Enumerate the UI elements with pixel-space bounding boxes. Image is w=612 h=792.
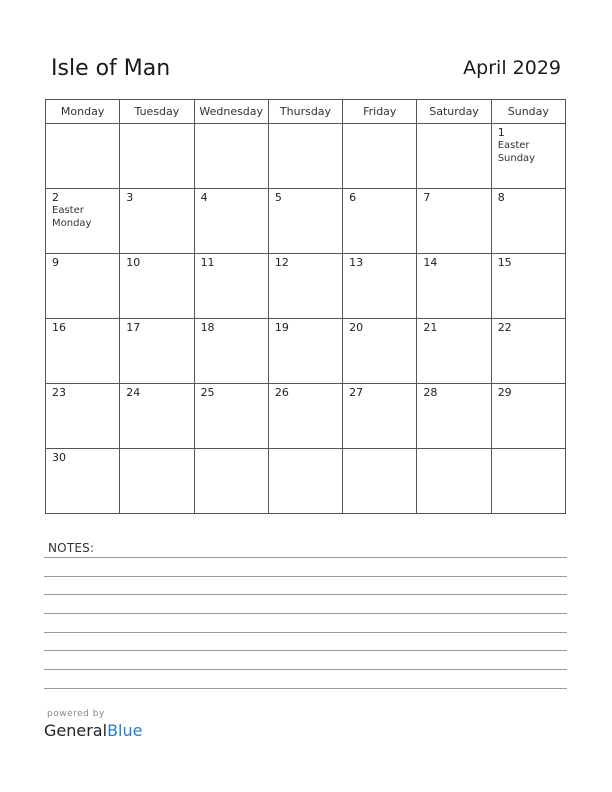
day-cell-content — [195, 254, 268, 269]
calendar-week-row — [46, 254, 566, 319]
calendar-day-cell — [417, 124, 491, 189]
calendar-week-row — [46, 449, 566, 514]
calendar-day-cell — [120, 189, 194, 254]
day-cell-content — [46, 384, 119, 399]
day-cell-content — [417, 189, 490, 204]
calendar-week-row — [46, 319, 566, 384]
note-line — [44, 576, 567, 577]
calendar-day-cell — [194, 384, 268, 449]
day-number: 26 — [274, 386, 289, 399]
calendar-day-cell — [194, 254, 268, 319]
calendar-month-year: April 2029 — [463, 57, 561, 79]
calendar-day-cell — [343, 124, 417, 189]
holiday-label: Easter Sunday — [497, 140, 536, 164]
logo-blue-text: Blue — [107, 721, 143, 740]
calendar-day-cell — [491, 384, 565, 449]
day-number: 14 — [423, 256, 438, 269]
day-cell-content — [269, 254, 342, 269]
calendar-day-cell — [46, 189, 120, 254]
calendar-day-cell — [491, 254, 565, 319]
weekday-thursday: Thursday — [268, 100, 342, 124]
day-cell-content — [492, 189, 565, 204]
calendar-day-cell — [46, 124, 120, 189]
day-cell-content — [195, 384, 268, 399]
note-line — [44, 650, 567, 651]
day-cell-content — [269, 189, 342, 204]
calendar-day-cell — [417, 384, 491, 449]
weekday-header-row — [46, 100, 566, 124]
calendar-day-cell — [343, 384, 417, 449]
calendar-day-cell — [417, 254, 491, 319]
calendar-day-cell — [343, 189, 417, 254]
day-cell-content — [417, 254, 490, 269]
day-cell-content — [492, 319, 565, 334]
day-cell-content — [417, 319, 490, 334]
day-number: 7 — [423, 191, 431, 204]
day-cell-content — [120, 449, 193, 451]
calendar-day-cell — [120, 384, 194, 449]
day-number: 5 — [274, 191, 282, 204]
day-number: 6 — [349, 191, 357, 204]
day-cell-content — [46, 124, 119, 126]
day-cell-content — [343, 124, 416, 126]
calendar-day-cell — [343, 319, 417, 384]
day-cell-content — [269, 449, 342, 451]
day-number: 28 — [423, 386, 438, 399]
calendar-day-cell — [268, 124, 342, 189]
day-cell-content — [417, 384, 490, 399]
note-line — [44, 632, 567, 633]
calendar-day-cell — [194, 449, 268, 514]
day-number: 11 — [200, 256, 215, 269]
day-cell-content — [195, 124, 268, 126]
day-cell-content — [46, 189, 119, 230]
day-number: 22 — [497, 321, 512, 334]
calendar-day-cell — [491, 319, 565, 384]
day-number: 2 — [52, 191, 59, 204]
calendar-day-cell — [268, 449, 342, 514]
calendar-day-cell — [46, 254, 120, 319]
logo-general-text: General — [44, 721, 108, 740]
calendar-week-row — [46, 189, 566, 254]
day-cell-content — [417, 124, 490, 126]
calendar-day-cell — [194, 124, 268, 189]
note-line — [44, 594, 567, 595]
calendar-day-cell — [268, 384, 342, 449]
day-cell-content — [120, 319, 193, 334]
day-cell-content — [492, 254, 565, 269]
day-cell-content — [343, 254, 416, 269]
day-cell-content — [195, 449, 268, 451]
day-cell-content — [46, 449, 119, 464]
weekday-monday: Monday — [46, 100, 120, 124]
notes-label: NOTES: — [48, 541, 95, 555]
note-line — [44, 613, 567, 614]
day-cell-content — [343, 449, 416, 451]
calendar-day-cell — [343, 449, 417, 514]
day-number: 3 — [126, 191, 134, 204]
day-number: 18 — [200, 321, 215, 334]
day-cell-content — [343, 384, 416, 399]
day-number: 19 — [274, 321, 289, 334]
calendar-region-title: Isle of Man — [51, 56, 171, 81]
calendar-day-cell — [491, 189, 565, 254]
day-number: 29 — [497, 386, 512, 399]
powered-by-text: powered by — [47, 709, 105, 719]
day-number: 24 — [126, 386, 141, 399]
day-cell-content — [120, 254, 193, 269]
day-cell-content — [492, 384, 565, 399]
note-line — [44, 669, 567, 670]
calendar-day-cell — [194, 319, 268, 384]
day-number: 25 — [200, 386, 215, 399]
day-number: 13 — [349, 256, 364, 269]
day-number: 23 — [52, 386, 66, 399]
calendar-day-cell — [194, 189, 268, 254]
day-cell-content — [417, 449, 490, 451]
calendar-week-row — [46, 124, 566, 189]
weekday-tuesday: Tuesday — [120, 100, 194, 124]
day-number: 15 — [497, 256, 512, 269]
calendar-day-cell — [46, 449, 120, 514]
calendar-day-cell — [343, 254, 417, 319]
calendar-grid — [45, 99, 566, 514]
day-number: 21 — [423, 321, 438, 334]
day-number: 9 — [52, 256, 59, 269]
calendar-day-cell — [268, 254, 342, 319]
weekday-friday: Friday — [343, 100, 417, 124]
holiday-label: Easter Monday — [52, 205, 92, 229]
calendar-day-cell — [46, 319, 120, 384]
day-cell-content — [269, 319, 342, 334]
note-line — [44, 688, 567, 689]
generalblue-logo[interactable] — [44, 721, 142, 740]
day-number: 12 — [274, 256, 289, 269]
day-cell-content — [46, 319, 119, 334]
calendar-day-cell — [268, 189, 342, 254]
day-number: 8 — [497, 191, 505, 204]
calendar-day-cell — [491, 449, 565, 514]
calendar-day-cell — [120, 124, 194, 189]
day-number: 20 — [349, 321, 364, 334]
calendar-day-cell — [120, 449, 194, 514]
calendar-day-cell — [417, 319, 491, 384]
calendar-day-cell — [417, 449, 491, 514]
day-cell-content — [120, 189, 193, 204]
calendar-day-cell — [46, 384, 120, 449]
day-cell-content — [195, 319, 268, 334]
day-cell-content — [269, 384, 342, 399]
weekday-sunday: Sunday — [491, 100, 565, 124]
day-number: 1 — [497, 126, 505, 139]
calendar-day-cell — [120, 254, 194, 319]
day-cell-content — [120, 124, 193, 126]
day-number: 16 — [52, 321, 66, 334]
day-number: 30 — [52, 451, 66, 464]
day-cell-content — [343, 319, 416, 334]
note-line — [44, 557, 567, 558]
day-number: 4 — [200, 191, 208, 204]
day-cell-content — [492, 449, 565, 451]
day-number: 10 — [126, 256, 141, 269]
day-cell-content — [492, 124, 565, 165]
calendar-day-cell — [268, 319, 342, 384]
day-number: 17 — [126, 321, 141, 334]
calendar-week-row — [46, 384, 566, 449]
day-cell-content — [120, 384, 193, 399]
day-number: 27 — [349, 386, 364, 399]
day-cell-content — [195, 189, 268, 204]
weekday-wednesday: Wednesday — [194, 100, 268, 124]
day-cell-content — [269, 124, 342, 126]
calendar-day-cell — [491, 124, 565, 189]
day-cell-content — [46, 254, 119, 269]
weekday-saturday: Saturday — [417, 100, 491, 124]
calendar-day-cell — [120, 319, 194, 384]
calendar-day-cell — [417, 189, 491, 254]
day-cell-content — [343, 189, 416, 204]
